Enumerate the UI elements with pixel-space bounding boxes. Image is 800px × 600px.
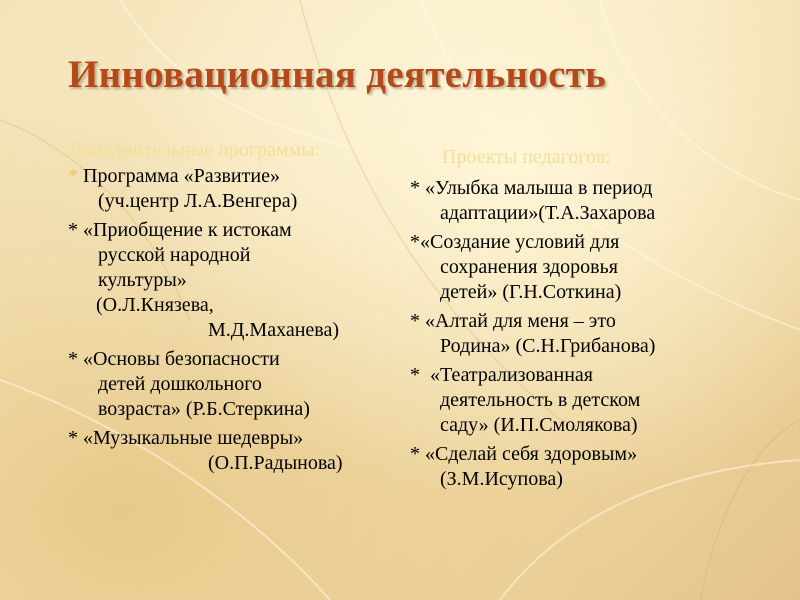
programs-column	[68, 138, 398, 480]
item-line: русской народной	[98, 244, 251, 266]
item-line: (уч.центр Л.А.Венгера)	[98, 190, 298, 212]
item-line: детей» (Г.Н.Соткина)	[440, 281, 622, 303]
list-item	[68, 218, 398, 343]
item-line: деятельность в детском	[440, 389, 641, 411]
item-line: * «Приобщение к истокам	[68, 219, 292, 241]
item-line-text: Программа «Развитие»	[78, 165, 280, 187]
item-line: * «Алтай для меня – это	[410, 310, 616, 332]
item-line: (З.М.Исупова)	[440, 468, 563, 490]
item-line: детей дошкольного	[98, 373, 262, 395]
programs-heading: Дополнительные программы:	[68, 139, 321, 161]
item-line: * «Театрализованная	[410, 364, 593, 386]
item-line: сохранения здоровья	[440, 256, 618, 278]
item-line: адаптации»(Т.А.Захарова	[440, 202, 656, 224]
item-line: (О.Л.Князева,	[96, 294, 214, 316]
item-line: *«Создание условий для	[410, 231, 620, 253]
page-title: Инновационная деятельность	[68, 53, 607, 96]
list-item	[68, 347, 398, 422]
item-line: возраста» (Р.Б.Стеркина)	[98, 398, 310, 420]
projects-heading: Проекты педагогов:	[442, 146, 611, 168]
item-line: М.Д.Маханева)	[208, 319, 339, 341]
list-item	[410, 442, 770, 492]
item-line: * «Музыкальные шедевры»	[68, 427, 304, 449]
item-line: Родина» (С.Н.Грибанова)	[440, 335, 656, 357]
projects-column	[410, 145, 770, 496]
item-line: * «Основы безопасности	[68, 348, 280, 370]
list-item	[410, 363, 770, 438]
bullet-star-icon: *	[68, 165, 78, 187]
item-line: * «Улыбка малыша в период	[410, 177, 653, 199]
list-item	[68, 164, 398, 214]
list-item	[68, 426, 398, 476]
item-line: саду» (И.П.Смолякова)	[440, 414, 638, 436]
list-item	[410, 309, 770, 359]
list-item	[410, 230, 770, 305]
item-line: культуры»	[98, 269, 187, 291]
list-item	[410, 176, 770, 226]
item-line: (О.П.Радынова)	[208, 452, 343, 474]
item-line	[68, 164, 398, 189]
item-line: * «Сделай себя здоровым»	[410, 443, 638, 465]
